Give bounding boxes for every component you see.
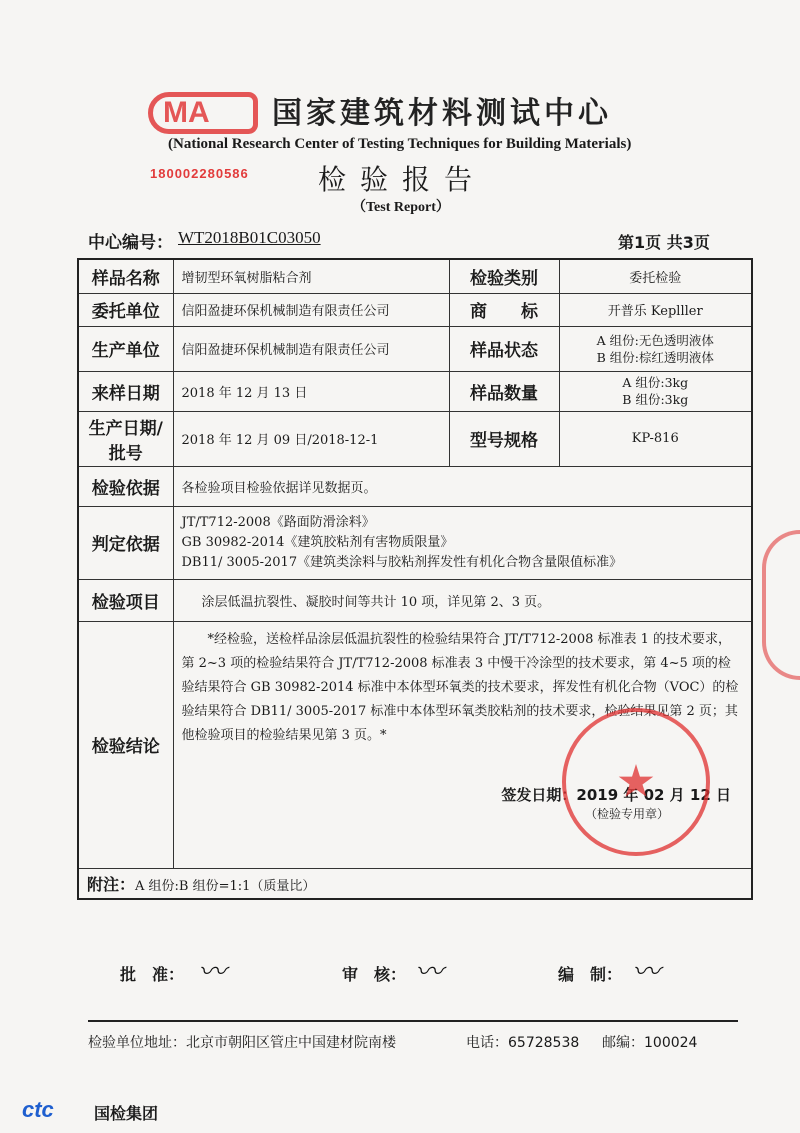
group-name: 国检集团: [94, 1104, 159, 1123]
seal-note: （检验专用章）: [584, 806, 669, 821]
value: [78, 868, 752, 899]
approve-label: 批 准：: [120, 965, 185, 984]
row-producer: [78, 326, 752, 371]
label: 检验类别: [449, 259, 559, 293]
row-sample-name: [78, 259, 752, 293]
code-label: 中心编号：: [88, 233, 173, 253]
compile-signature: 〰: [632, 955, 661, 988]
divider: [88, 1020, 738, 1022]
value: [559, 371, 752, 411]
row-criteria: [78, 506, 752, 579]
row-prod-date: [78, 411, 752, 466]
row-items: [78, 579, 752, 621]
address: 检验单位地址：北京市朝阳区管庄中国建材院南楼: [88, 1035, 396, 1051]
row-client: [78, 293, 752, 326]
cma-logo: MA: [148, 92, 258, 134]
cma-number: 180002280586: [150, 166, 249, 181]
row-basis: [78, 466, 752, 506]
row-note: [78, 868, 752, 899]
center-title-en: (National Research Center of Testing Techniques for Building Materials): [168, 136, 632, 152]
issue-date: 签发日期：2019 年 02 月 12 日: [501, 785, 731, 804]
value: [559, 326, 752, 371]
center-title: 国家建筑材料测试中心: [272, 96, 612, 131]
label: 样品状态: [449, 326, 559, 371]
criteria-line: DB11/ 3005-2017《建筑类涂料与胶粘剂挥发性有机化合物含量限值标准》: [181, 554, 623, 570]
row-arrival: [78, 371, 752, 411]
value: 开普乐 Keplller: [559, 293, 752, 326]
label-a: 生产日期/: [88, 418, 163, 439]
partial-seal: [762, 530, 800, 680]
approve-signature: 〰: [198, 955, 227, 988]
value: 信阳盈捷环保机械制造有限责任公司: [173, 293, 449, 326]
postcode: 邮编：100024: [602, 1035, 698, 1051]
report-title: 检验报告: [318, 163, 487, 196]
value-a: A 组份:无色透明液体: [596, 332, 714, 348]
label: 判定依据: [78, 506, 173, 579]
label: 样品名称: [78, 259, 173, 293]
label: 委托单位: [78, 293, 173, 326]
label: 生产单位: [78, 326, 173, 371]
value: 信阳盈捷环保机械制造有限责任公司: [173, 326, 449, 371]
value: [173, 506, 752, 579]
value: 涂层低温抗裂性、凝胶时间等共计 10 项，详见第 2、3 页。: [173, 579, 752, 621]
official-seal: [562, 708, 710, 856]
value-b: B 组份:3kg: [622, 392, 689, 407]
compile-label: 编 制：: [558, 965, 623, 984]
criteria-line: JT/T712-2008《路面防滑涂料》: [181, 514, 375, 530]
page-number: 第1页 共3页: [618, 233, 710, 252]
value: 2018 年 12 月 13 日: [173, 371, 449, 411]
label: 附注：: [87, 874, 136, 894]
label: 样品数量: [449, 371, 559, 411]
label: 型号规格: [449, 411, 559, 466]
value: 增韧型环氧树脂粘合剂: [173, 259, 449, 293]
label-b: 批号: [108, 443, 143, 464]
criteria-line: GB 30982-2014《建筑胶粘剂有害物质限量》: [181, 534, 454, 550]
review-signature: 〰: [415, 955, 444, 988]
value-a: A 组份:3kg: [622, 375, 689, 390]
conclusion-text: *经检验，送检样品涂层低温抗裂性的检验结果符合 JT/T712-2008 标准表 1 的技术要求，第 2~3 项的检验结果符合 JT/T712-2008 标准表 3 中慢干冷涂型的技术要求，第 4~5 项的检验结果符合 GB 30982-2014 标准中本体型环氧类的技术要求，挥发性有机化合物（VOC）的检验结果符合 DB11/ 3005-2017 标准中本体型环氧类胶粘剂的技术要求，检验结果见第 2 页；其他检验项目的检验结果见第 3 页。*: [181, 631, 739, 743]
phone: 电话：65728538: [466, 1035, 580, 1051]
label: 检验结论: [78, 621, 173, 868]
note-value: A 组份:B 组份=1:1（质量比）: [135, 878, 316, 894]
label: 来样日期: [78, 371, 173, 411]
code-value: WT2018B01C03050: [178, 228, 321, 247]
value-b: B 组份:棕红透明液体: [596, 349, 714, 365]
report-title-en: （Test Report）: [352, 200, 450, 215]
value: 2018 年 12 月 09 日/2018-12-1: [173, 411, 449, 466]
value: 各检验项目检验依据详见数据页。: [173, 466, 752, 506]
star-icon: [618, 764, 654, 800]
label: 商 标: [449, 293, 559, 326]
value: KP-816: [559, 411, 752, 466]
value: 委托检验: [559, 259, 752, 293]
label: 检验依据: [78, 466, 173, 506]
ctc-logo: ctc: [22, 1097, 54, 1122]
review-label: 审 核：: [342, 965, 407, 984]
label: 检验项目: [78, 579, 173, 621]
label: [78, 411, 173, 466]
